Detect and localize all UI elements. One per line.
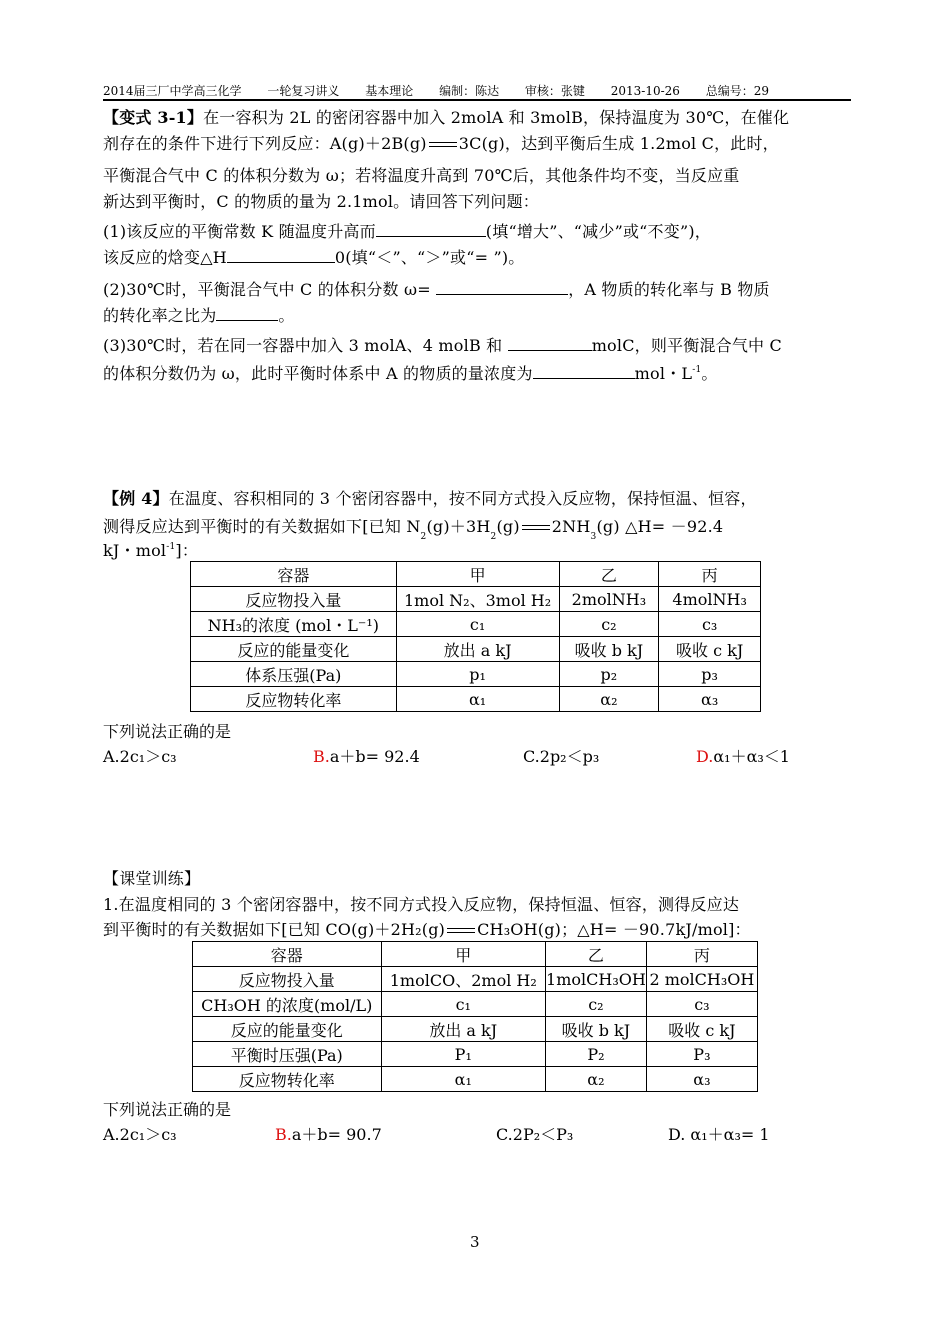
answer-blank[interactable] (216, 304, 278, 321)
table-cell: 放出 a kJ (396, 637, 559, 662)
table-cell: 2 molCH₃OH (646, 967, 757, 992)
table-cell: P₂ (546, 1042, 647, 1067)
table-cell: 反应物转化率 (191, 687, 397, 712)
header-reviewer: 审核：张键 (524, 84, 585, 98)
equilibrium-arrow-icon (520, 523, 552, 533)
table-cell: CH₃OH 的浓度(mol/L) (193, 992, 382, 1017)
table-cell: 乙 (559, 562, 659, 587)
table-cell: 甲 (381, 942, 546, 967)
table-cell: 乙 (546, 942, 647, 967)
variant-line-3: 平衡混合气中 C 的体积分数为 ω；若将温度升高到 70℃后，其他条件均不变，当反应重 (103, 166, 740, 185)
header-date: 2013-10-26 (610, 84, 680, 98)
table-header-row (193, 942, 758, 967)
page-number: 3 (470, 1233, 480, 1251)
table-cell: 反应物投入量 (191, 587, 397, 612)
table-cell: 吸收 c kJ (659, 637, 761, 662)
table-cell: 1mol N₂、3mol H₂ (396, 587, 559, 612)
practice-line-2: 到平衡时的有关数据如下[已知 CO(g)＋2H₂(g) CH₃OH(g)；△H= －90.7kJ/mol]： (103, 920, 751, 939)
practice-option-d[interactable]: D. α₁＋α₃= 1 (668, 1125, 770, 1144)
header-editor: 编制：陈达 (439, 84, 500, 98)
table-cell: α₂ (546, 1067, 647, 1092)
answer-blank[interactable] (436, 278, 568, 295)
table-cell: 吸收 b kJ (559, 637, 659, 662)
table-row (193, 1067, 758, 1092)
practice-option-a[interactable]: A.2c₁＞c₃ (103, 1125, 177, 1144)
table-row (193, 1042, 758, 1067)
table-cell: NH₃的浓度 (mol・L⁻¹) (191, 612, 397, 637)
table-cell: 1molCO、2mol H₂ (381, 967, 546, 992)
table-cell: 1molCH₃OH (546, 967, 647, 992)
table-cell: 反应的能量变化 (191, 637, 397, 662)
example4-option-d[interactable]: D.α₁＋α₃＜1 (696, 747, 790, 766)
question-3-line-1: (3)30℃时，若在同一容器中加入 3 molA、4 molB 和 molC，则平衡混合气中 C (103, 336, 782, 355)
variant-line-4: 新达到平衡时，C 的物质的量为 2.1mol。请回答下列问题： (103, 192, 539, 211)
table-cell: α₁ (396, 687, 559, 712)
example4-option-c[interactable]: C.2p₂＜p₃ (523, 747, 600, 766)
answer-blank[interactable] (508, 334, 592, 351)
table-cell: 放出 a kJ (381, 1017, 546, 1042)
table-cell: P₃ (646, 1042, 757, 1067)
practice-line-1: 1.在温度相同的 3 个密闭容器中，按不同方式投入反应物，保持恒温、恒容，测得反应达 (103, 895, 740, 914)
table-cell: p₁ (396, 662, 559, 687)
table-row (191, 612, 761, 637)
table-cell: 吸收 c kJ (646, 1017, 757, 1042)
table-cell: 甲 (396, 562, 559, 587)
example4-line-1: 【例 4】在温度、容积相同的 3 个密闭容器中，按不同方式投入反应物，保持恒温、恒容， (103, 489, 757, 508)
table-row (193, 1017, 758, 1042)
table-cell: 反应物转化率 (193, 1067, 382, 1092)
table-cell: 体系压强(Pa) (191, 662, 397, 687)
table-header-row (191, 562, 761, 587)
practice-prompt: 下列说法正确的是 (103, 1100, 232, 1119)
table-cell: 平衡时压强(Pa) (193, 1042, 382, 1067)
variant-line-1: 【变式 3-1】在一容积为 2L 的密闭容器中加入 2molA 和 3molB，保持温度为 30℃，在催化 (103, 108, 790, 127)
table-cell: c₂ (559, 612, 659, 637)
table-row (193, 992, 758, 1017)
question-1-line-1: (1)该反应的平衡常数 K 随温度升高而 (填“增大”、“减少”或“不变”)， (103, 222, 711, 241)
answer-blank[interactable] (376, 220, 486, 237)
table-row (191, 637, 761, 662)
practice-heading: 【课堂训练】 (103, 869, 201, 888)
table-cell: 容器 (191, 562, 397, 587)
table-cell: α₃ (659, 687, 761, 712)
page-header (103, 84, 851, 101)
equilibrium-arrow-icon (427, 140, 459, 150)
table-cell: 反应的能量变化 (193, 1017, 382, 1042)
table-row (191, 587, 761, 612)
table-cell: 丙 (646, 942, 757, 967)
equilibrium-arrow-icon (445, 926, 477, 936)
question-3-line-2: 的体积分数仍为 ω，此时平衡时体系中 A 的物质的量浓度为 mol・$L^{-1}$。 (103, 364, 718, 383)
variant-line-2: 剂存在的条件下进行下列反应：A(g)＋2B(g) 3C(g)，达到平衡后生成 1.2mol C，此时， (103, 134, 779, 153)
table-cell: 反应物投入量 (193, 967, 382, 992)
example4-line-2: 测得反应达到平衡时的有关数据如下[已知 $N_2(g)+3H_2(g)$ $2NH_3(g)$ △H= －92.4 (103, 517, 724, 542)
table-cell: α₁ (381, 1067, 546, 1092)
question-1-line-2: 该反应的焓变△H 0(填“＜”、“＞”或“= ”)。 (103, 248, 525, 267)
question-2-line-1: (2)30℃时，平衡混合气中 C 的体积分数 ω= ，A 物质的转化率与 B 物质 (103, 280, 770, 299)
table-cell: p₃ (659, 662, 761, 687)
header-lecture: 一轮复习讲义 (267, 84, 340, 98)
table-row (193, 967, 758, 992)
table-cell: α₃ (646, 1067, 757, 1092)
table-cell: p₂ (559, 662, 659, 687)
table-cell: 4molNH₃ (659, 587, 761, 612)
practice-table (192, 941, 758, 1092)
practice-option-b[interactable]: B.a＋b= 90.7 (275, 1125, 382, 1144)
table-cell: P₁ (381, 1042, 546, 1067)
example4-option-b[interactable]: B.a＋b= 92.4 (313, 747, 420, 766)
table-cell: 丙 (659, 562, 761, 587)
example4-option-a[interactable]: A.2c₁＞c₃ (103, 747, 177, 766)
header-topic: 基本理论 (365, 84, 414, 98)
example4-table (190, 561, 761, 712)
header-serial: 总编号：29 (705, 84, 770, 98)
table-row (191, 662, 761, 687)
example4-line-3: kJ・mol$^{-1}$]： (103, 541, 199, 560)
table-cell: 吸收 b kJ (546, 1017, 647, 1042)
table-cell: c₃ (659, 612, 761, 637)
header-school: 2014届三厂中学高三化学 (103, 84, 242, 98)
answer-blank[interactable] (533, 362, 635, 379)
practice-option-c[interactable]: C.2P₂＜P₃ (496, 1125, 574, 1144)
table-cell: c₁ (396, 612, 559, 637)
table-row (191, 687, 761, 712)
table-cell: c₂ (546, 992, 647, 1017)
table-cell: 2molNH₃ (559, 587, 659, 612)
answer-blank[interactable] (227, 246, 335, 263)
question-2-line-2: 的转化率之比为 。 (103, 306, 295, 325)
table-cell: 容器 (193, 942, 382, 967)
table-cell: α₂ (559, 687, 659, 712)
table-cell: c₁ (381, 992, 546, 1017)
example4-prompt: 下列说法正确的是 (103, 722, 232, 741)
table-cell: c₃ (646, 992, 757, 1017)
